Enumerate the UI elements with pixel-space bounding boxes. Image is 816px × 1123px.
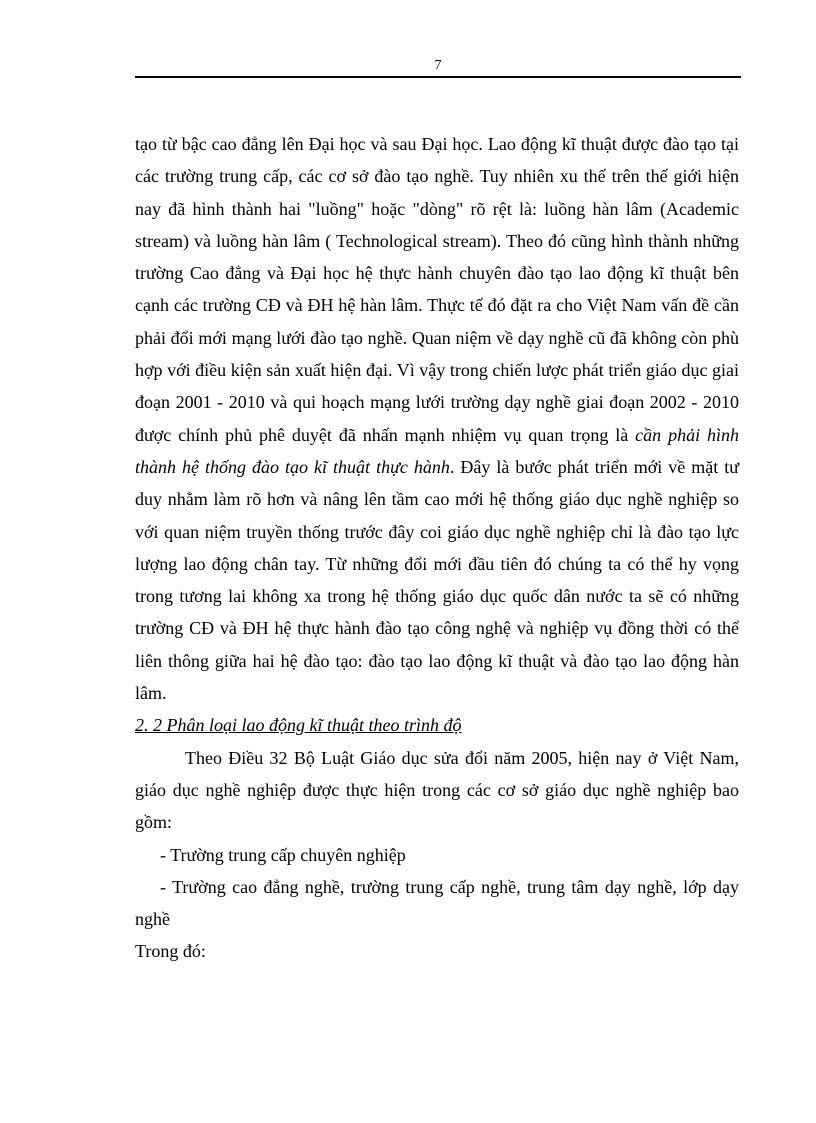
- section-heading: 2. 2 Phân loại lao động kĩ thuật theo trình độ: [135, 715, 462, 736]
- paragraph-intro-text-b: . Đây là bước phát triển mới về mặt tư duy nhằm làm rõ hơn và nâng lên tầm cao mới hệ thống giáo dục nghề nghiệp so với quan niệm truyền thống trước đây coi giáo dục nghề nghiệp chỉ là đào tạo lực lượng lao động chân tay. Từ những đổi mới đầu tiên đó chúng ta có thể hy vọng trong tương lai không xa trong hệ thống giáo dục quốc dân nước ta sẽ có những trường CĐ và ĐH hệ thực hành đào tạo công nghệ và nghiệp vụ đồng thời có thể liên thông giữa hai hệ đào tạo: đào tạo lao động kĩ thuật và đào tạo lao động hàn lâm.: [135, 456, 739, 704]
- list-item-2: - Trường cao đẳng nghề, trường trung cấp nghề, trung tâm dạy nghề, lớp dạy nghề: [135, 876, 739, 930]
- emphasized-phrase: cần phải hình thành hệ thống đào tạo kĩ thuật thực hành: [135, 424, 739, 477]
- header-rule: [135, 76, 741, 78]
- paragraph-law: Theo Điều 32 Bộ Luật Giáo dục sửa đổi năm 2005, hiện nay ở Việt Nam, giáo dục nghề nghiệp được thực hiện trong các cơ sở giáo dục nghề nghiệp bao gồm:: [135, 747, 739, 833]
- list-item-1: - Trường trung cấp chuyên nghiệp: [160, 844, 406, 865]
- paragraph-intro: [135, 128, 739, 709]
- document-body: [135, 128, 739, 968]
- closing-text: Trong đó:: [135, 941, 206, 962]
- paragraph-intro-text-a: tạo từ bậc cao đẳng lên Đại học và sau Đại học. Lao động kĩ thuật được đào tạo tại các trường trung cấp, các cơ sở đào tạo nghề. Tuy nhiên xu thế trên thế giới hiện nay đã hình thành hai "luồng" hoặc "dòng" rõ rệt là: luồng hàn lâm (Academic stream) và luồng hàn lâm ( Technological stream). Theo đó cũng hình thành những trường Cao đẳng và Đại học hệ thực hành chuyên đào tạo lao động kĩ thuật bên cạnh các trường CĐ và ĐH hệ hàn lâm. Thực tế đó đặt ra cho Việt Nam vấn đề cần phải đổi mới mạng lưới đào tạo nghề. Quan niệm về dạy nghề cũ đã không còn phù hợp với điều kiện sản xuất hiện đại. Vì vậy trong chiến lược phát triển giáo dục giai đoạn 2001 - 2010 và qui hoạch mạng lưới trường dạy nghề giai đoạn 2002 - 2010 được chính phủ phê duyệt đã nhấn mạnh nhiệm vụ quan trọng là: [135, 134, 739, 445]
- page-number: 7: [434, 58, 442, 73]
